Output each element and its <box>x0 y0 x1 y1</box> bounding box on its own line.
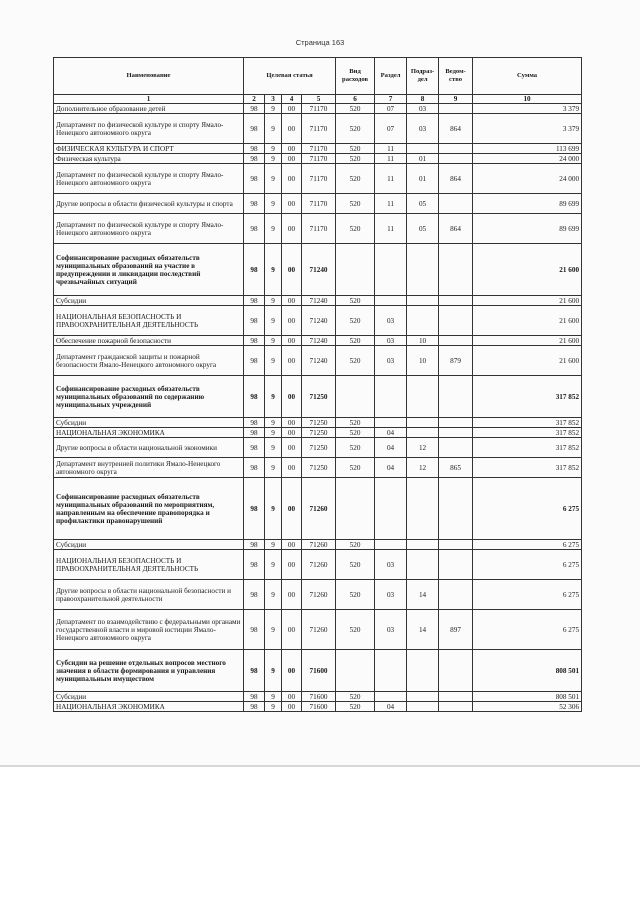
department-code <box>439 550 473 580</box>
expense-type: 520 <box>336 154 375 164</box>
table-row <box>54 104 582 114</box>
expense-type: 520 <box>336 540 375 550</box>
sum-value: 6 275 <box>473 550 582 580</box>
table-row <box>54 540 582 550</box>
header-name: Наименование <box>54 58 244 95</box>
subsection-code: 14 <box>407 580 439 610</box>
table-row <box>54 194 582 214</box>
expense-type: 520 <box>336 580 375 610</box>
target-article-part-1: 98 <box>244 458 265 478</box>
target-article-part-2: 9 <box>265 164 282 194</box>
sum-value: 317 852 <box>473 458 582 478</box>
column-number: 5 <box>302 95 336 104</box>
table-row <box>54 478 582 540</box>
target-article-part-1: 98 <box>244 540 265 550</box>
header-target-article: Целевая статья <box>244 58 336 95</box>
target-article-part-2: 9 <box>265 550 282 580</box>
target-article-code: 71240 <box>302 296 336 306</box>
subsection-code: 10 <box>407 346 439 376</box>
target-article-part-1: 98 <box>244 418 265 428</box>
target-article-part-3: 00 <box>282 458 302 478</box>
department-code: 897 <box>439 610 473 650</box>
table-row <box>54 346 582 376</box>
section-code: 11 <box>375 194 407 214</box>
target-article-part-3: 00 <box>282 428 302 438</box>
section-code: 03 <box>375 346 407 376</box>
expense-type: 520 <box>336 458 375 478</box>
department-code <box>439 418 473 428</box>
department-code: 879 <box>439 346 473 376</box>
expense-type <box>336 650 375 692</box>
target-article-part-2: 9 <box>265 580 282 610</box>
subsection-code: 12 <box>407 438 439 458</box>
expense-type: 520 <box>336 346 375 376</box>
expense-type <box>336 244 375 296</box>
row-name: Другие вопросы в области физической культуры и спорта <box>54 194 244 214</box>
target-article-part-1: 98 <box>244 296 265 306</box>
target-article-part-1: 98 <box>244 164 265 194</box>
subsection-code <box>407 144 439 154</box>
subsection-code: 10 <box>407 336 439 346</box>
expense-type: 520 <box>336 692 375 702</box>
table-row <box>54 438 582 458</box>
target-article-code: 71170 <box>302 154 336 164</box>
sum-value: 113 699 <box>473 144 582 154</box>
expense-type: 520 <box>336 104 375 114</box>
target-article-part-2: 9 <box>265 478 282 540</box>
expense-type: 520 <box>336 550 375 580</box>
target-article-code: 71170 <box>302 104 336 114</box>
table-row <box>54 650 582 692</box>
budget-table <box>53 57 582 712</box>
section-code <box>375 244 407 296</box>
table-row <box>54 702 582 712</box>
subsection-code: 03 <box>407 104 439 114</box>
target-article-part-3: 00 <box>282 550 302 580</box>
row-name: Субсидии <box>54 540 244 550</box>
section-code: 03 <box>375 306 407 336</box>
column-number: 7 <box>375 95 407 104</box>
target-article-part-1: 98 <box>244 306 265 336</box>
subsection-code <box>407 376 439 418</box>
sum-value: 21 600 <box>473 336 582 346</box>
target-article-part-2: 9 <box>265 154 282 164</box>
sum-value: 6 275 <box>473 540 582 550</box>
sum-value: 317 852 <box>473 428 582 438</box>
target-article-code: 71240 <box>302 306 336 336</box>
sum-value: 3 379 <box>473 104 582 114</box>
target-article-part-3: 00 <box>282 478 302 540</box>
target-article-code: 71600 <box>302 650 336 692</box>
column-number: 10 <box>473 95 582 104</box>
target-article-code: 71600 <box>302 692 336 702</box>
expense-type: 520 <box>336 144 375 154</box>
section-code: 07 <box>375 104 407 114</box>
expense-type: 520 <box>336 164 375 194</box>
target-article-part-1: 98 <box>244 154 265 164</box>
expense-type: 520 <box>336 418 375 428</box>
subsection-code: 03 <box>407 114 439 144</box>
subsection-code <box>407 692 439 702</box>
subsection-code: 05 <box>407 194 439 214</box>
subsection-code <box>407 550 439 580</box>
table-row <box>54 144 582 154</box>
header-section: Раздел <box>375 58 407 95</box>
target-article-part-3: 00 <box>282 418 302 428</box>
target-article-part-2: 9 <box>265 702 282 712</box>
target-article-part-1: 98 <box>244 692 265 702</box>
target-article-part-2: 9 <box>265 438 282 458</box>
row-name: Физическая культура <box>54 154 244 164</box>
target-article-part-3: 00 <box>282 650 302 692</box>
department-code: 864 <box>439 214 473 244</box>
sum-value: 808 501 <box>473 692 582 702</box>
target-article-part-2: 9 <box>265 144 282 154</box>
column-number: 9 <box>439 95 473 104</box>
department-code: 864 <box>439 114 473 144</box>
target-article-part-3: 00 <box>282 692 302 702</box>
subsection-code: 01 <box>407 164 439 194</box>
department-code <box>439 428 473 438</box>
department-code <box>439 702 473 712</box>
table-row <box>54 418 582 428</box>
department-code: 864 <box>439 164 473 194</box>
row-name: НАЦИОНАЛЬНАЯ ЭКОНОМИКА <box>54 702 244 712</box>
target-article-part-2: 9 <box>265 458 282 478</box>
expense-type <box>336 478 375 540</box>
subsection-code <box>407 702 439 712</box>
target-article-part-3: 00 <box>282 244 302 296</box>
table-row <box>54 376 582 418</box>
table-row <box>54 296 582 306</box>
target-article-code: 71240 <box>302 244 336 296</box>
column-number: 8 <box>407 95 439 104</box>
sum-value: 21 600 <box>473 244 582 296</box>
target-article-part-2: 9 <box>265 650 282 692</box>
target-article-part-3: 00 <box>282 144 302 154</box>
header-sum: Сумма <box>473 58 582 95</box>
target-article-code: 71260 <box>302 580 336 610</box>
section-code <box>375 650 407 692</box>
target-article-part-1: 98 <box>244 144 265 154</box>
target-article-code: 71600 <box>302 702 336 712</box>
target-article-part-3: 00 <box>282 346 302 376</box>
table-row <box>54 428 582 438</box>
section-code: 03 <box>375 610 407 650</box>
sum-value: 6 275 <box>473 478 582 540</box>
target-article-part-2: 9 <box>265 214 282 244</box>
row-name: Софинансирование расходных обязательств муниципальных образований на участие в предупреждении и ликвидации последствий чрезвычайных ситуаций <box>54 244 244 296</box>
sum-value: 24 000 <box>473 164 582 194</box>
table-row <box>54 306 582 336</box>
expense-type: 520 <box>336 610 375 650</box>
header-row <box>54 58 582 95</box>
expense-type: 520 <box>336 428 375 438</box>
sum-value: 89 699 <box>473 194 582 214</box>
expense-type: 520 <box>336 438 375 458</box>
target-article-part-3: 00 <box>282 154 302 164</box>
header-subsection: Подраз-дел <box>407 58 439 95</box>
target-article-part-3: 00 <box>282 438 302 458</box>
section-code <box>375 478 407 540</box>
target-article-part-1: 98 <box>244 336 265 346</box>
sum-value: 24 000 <box>473 154 582 164</box>
subsection-code <box>407 296 439 306</box>
target-article-part-3: 00 <box>282 336 302 346</box>
target-article-code: 71250 <box>302 438 336 458</box>
sum-value: 21 600 <box>473 306 582 336</box>
target-article-part-3: 00 <box>282 104 302 114</box>
sum-value: 52 306 <box>473 702 582 712</box>
target-article-code: 71170 <box>302 114 336 144</box>
target-article-part-2: 9 <box>265 540 282 550</box>
sum-value: 6 275 <box>473 580 582 610</box>
expense-type: 520 <box>336 114 375 144</box>
row-name: Департамент по взаимодействию с федеральными органами государственной власти и мировой юстиции Ямало-Ненецкого автономного округа <box>54 610 244 650</box>
row-name: Дополнительное образование детей <box>54 104 244 114</box>
section-code <box>375 540 407 550</box>
target-article-part-2: 9 <box>265 244 282 296</box>
section-code: 04 <box>375 428 407 438</box>
subsection-code <box>407 478 439 540</box>
section-code: 04 <box>375 702 407 712</box>
target-article-code: 71170 <box>302 194 336 214</box>
section-code: 03 <box>375 550 407 580</box>
row-name: Другие вопросы в области национальной безопасности и правоохранительной деятельности <box>54 580 244 610</box>
table-row <box>54 336 582 346</box>
row-name: Субсидии <box>54 418 244 428</box>
target-article-part-3: 00 <box>282 194 302 214</box>
section-code: 04 <box>375 438 407 458</box>
target-article-code: 71260 <box>302 610 336 650</box>
column-number: 1 <box>54 95 244 104</box>
target-article-part-1: 98 <box>244 244 265 296</box>
department-code <box>439 540 473 550</box>
section-code <box>375 418 407 428</box>
row-name: НАЦИОНАЛЬНАЯ БЕЗОПАСНОСТЬ И ПРАВООХРАНИТЕЛЬНАЯ ДЕЯТЕЛЬНОСТЬ <box>54 306 244 336</box>
subsection-code <box>407 428 439 438</box>
sum-value: 317 852 <box>473 438 582 458</box>
department-code <box>439 104 473 114</box>
subsection-code: 05 <box>407 214 439 244</box>
row-name: Софинансирование расходных обязательств муниципальных образований по мероприятиям, направленным на обеспечение правопорядка и профилактики правонарушений <box>54 478 244 540</box>
target-article-part-3: 00 <box>282 114 302 144</box>
target-article-part-1: 98 <box>244 550 265 580</box>
department-code <box>439 296 473 306</box>
target-article-part-1: 98 <box>244 114 265 144</box>
expense-type: 520 <box>336 296 375 306</box>
department-code <box>439 376 473 418</box>
target-article-code: 71260 <box>302 540 336 550</box>
table-row <box>54 458 582 478</box>
department-code <box>439 154 473 164</box>
row-name: Софинансирование расходных обязательств муниципальных образований по содержанию муниципальных учреждений <box>54 376 244 418</box>
subsection-code <box>407 244 439 296</box>
section-code <box>375 692 407 702</box>
target-article-part-2: 9 <box>265 428 282 438</box>
target-article-part-2: 9 <box>265 296 282 306</box>
row-name: Обеспечение пожарной безопасности <box>54 336 244 346</box>
target-article-code: 71170 <box>302 214 336 244</box>
department-code <box>439 692 473 702</box>
subsection-code <box>407 418 439 428</box>
target-article-part-2: 9 <box>265 376 282 418</box>
section-code: 11 <box>375 154 407 164</box>
section-code: 11 <box>375 214 407 244</box>
expense-type <box>336 376 375 418</box>
target-article-code: 71260 <box>302 478 336 540</box>
target-article-code: 71170 <box>302 164 336 194</box>
row-name: Субсидии <box>54 692 244 702</box>
table-row <box>54 164 582 194</box>
row-name: Департамент по физической культуре и спорту Ямало-Ненецкого автономного округа <box>54 214 244 244</box>
table-row <box>54 692 582 702</box>
target-article-part-3: 00 <box>282 214 302 244</box>
target-article-part-3: 00 <box>282 580 302 610</box>
target-article-code: 71240 <box>302 346 336 376</box>
target-article-part-1: 98 <box>244 214 265 244</box>
row-name: Департамент внутренней политики Ямало-Ненецкого автономного округа <box>54 458 244 478</box>
target-article-code: 71250 <box>302 428 336 438</box>
sum-value: 6 275 <box>473 610 582 650</box>
expense-type: 520 <box>336 702 375 712</box>
department-code <box>439 336 473 346</box>
table-row <box>54 154 582 164</box>
subsection-code <box>407 306 439 336</box>
target-article-part-2: 9 <box>265 104 282 114</box>
target-article-part-2: 9 <box>265 114 282 144</box>
table-row <box>54 610 582 650</box>
subsection-code: 01 <box>407 154 439 164</box>
sum-value: 317 852 <box>473 376 582 418</box>
target-article-code: 71250 <box>302 376 336 418</box>
target-article-part-3: 00 <box>282 376 302 418</box>
target-article-part-2: 9 <box>265 418 282 428</box>
column-number-row <box>54 95 582 104</box>
department-code <box>439 194 473 214</box>
target-article-part-2: 9 <box>265 610 282 650</box>
column-number: 4 <box>282 95 302 104</box>
header-expense-type: Вид расходов <box>336 58 375 95</box>
target-article-part-2: 9 <box>265 306 282 336</box>
target-article-part-1: 98 <box>244 346 265 376</box>
section-code: 11 <box>375 164 407 194</box>
table-row <box>54 244 582 296</box>
row-name: Департамент по физической культуре и спорту Ямало-Ненецкого автономного округа <box>54 114 244 144</box>
sum-value: 3 379 <box>473 114 582 144</box>
target-article-part-2: 9 <box>265 692 282 702</box>
section-code <box>375 296 407 306</box>
table-row <box>54 550 582 580</box>
target-article-part-3: 00 <box>282 296 302 306</box>
department-code <box>439 650 473 692</box>
target-article-part-2: 9 <box>265 346 282 376</box>
target-article-part-1: 98 <box>244 194 265 214</box>
target-article-part-1: 98 <box>244 650 265 692</box>
header-department: Ведом-ство <box>439 58 473 95</box>
row-name: НАЦИОНАЛЬНАЯ ЭКОНОМИКА <box>54 428 244 438</box>
section-code: 04 <box>375 458 407 478</box>
sum-value: 808 501 <box>473 650 582 692</box>
subsection-code <box>407 540 439 550</box>
target-article-part-2: 9 <box>265 194 282 214</box>
target-article-code: 71250 <box>302 418 336 428</box>
department-code <box>439 306 473 336</box>
section-code: 03 <box>375 336 407 346</box>
column-number: 2 <box>244 95 265 104</box>
sum-value: 21 600 <box>473 346 582 376</box>
row-name: НАЦИОНАЛЬНАЯ БЕЗОПАСНОСТЬ И ПРАВООХРАНИТЕЛЬНАЯ ДЕЯТЕЛЬНОСТЬ <box>54 550 244 580</box>
target-article-code: 71260 <box>302 550 336 580</box>
target-article-part-3: 00 <box>282 540 302 550</box>
target-article-part-3: 00 <box>282 164 302 194</box>
expense-type: 520 <box>336 214 375 244</box>
section-code: 03 <box>375 580 407 610</box>
row-name: Субсидии на решение отдельных вопросов местного значения в области формирования и управления муниципальным имуществом <box>54 650 244 692</box>
table-row <box>54 114 582 144</box>
target-article-part-1: 98 <box>244 438 265 458</box>
row-name: Субсидии <box>54 296 244 306</box>
row-name: Другие вопросы в области национальной экономики <box>54 438 244 458</box>
subsection-code: 12 <box>407 458 439 478</box>
target-article-part-1: 98 <box>244 376 265 418</box>
expense-type: 520 <box>336 336 375 346</box>
department-code <box>439 244 473 296</box>
row-name: Департамент по физической культуре и спорту Ямало-Ненецкого автономного округа <box>54 164 244 194</box>
row-name: ФИЗИЧЕСКАЯ КУЛЬТУРА И СПОРТ <box>54 144 244 154</box>
target-article-code: 71170 <box>302 144 336 154</box>
section-code <box>375 376 407 418</box>
column-number: 6 <box>336 95 375 104</box>
target-article-part-2: 9 <box>265 336 282 346</box>
expense-type: 520 <box>336 194 375 214</box>
section-code: 07 <box>375 114 407 144</box>
target-article-part-1: 98 <box>244 610 265 650</box>
target-article-part-1: 98 <box>244 580 265 610</box>
column-number: 3 <box>265 95 282 104</box>
sum-value: 317 852 <box>473 418 582 428</box>
page-number: Страница 163 <box>295 38 345 47</box>
expense-type: 520 <box>336 306 375 336</box>
table-row <box>54 214 582 244</box>
target-article-part-3: 00 <box>282 610 302 650</box>
department-code: 865 <box>439 458 473 478</box>
target-article-part-1: 98 <box>244 702 265 712</box>
target-article-code: 71250 <box>302 458 336 478</box>
target-article-part-1: 98 <box>244 104 265 114</box>
department-code <box>439 478 473 540</box>
sum-value: 21 600 <box>473 296 582 306</box>
subsection-code: 14 <box>407 610 439 650</box>
sum-value: 89 699 <box>473 214 582 244</box>
department-code <box>439 144 473 154</box>
department-code <box>439 580 473 610</box>
subsection-code <box>407 650 439 692</box>
target-article-code: 71240 <box>302 336 336 346</box>
target-article-part-3: 00 <box>282 702 302 712</box>
table-row <box>54 580 582 610</box>
target-article-part-1: 98 <box>244 478 265 540</box>
row-name: Департамент гражданской защиты и пожарной безопасности Ямало-Ненецкого автономного округа <box>54 346 244 376</box>
target-article-part-3: 00 <box>282 306 302 336</box>
section-code: 11 <box>375 144 407 154</box>
target-article-part-1: 98 <box>244 428 265 438</box>
department-code <box>439 438 473 458</box>
